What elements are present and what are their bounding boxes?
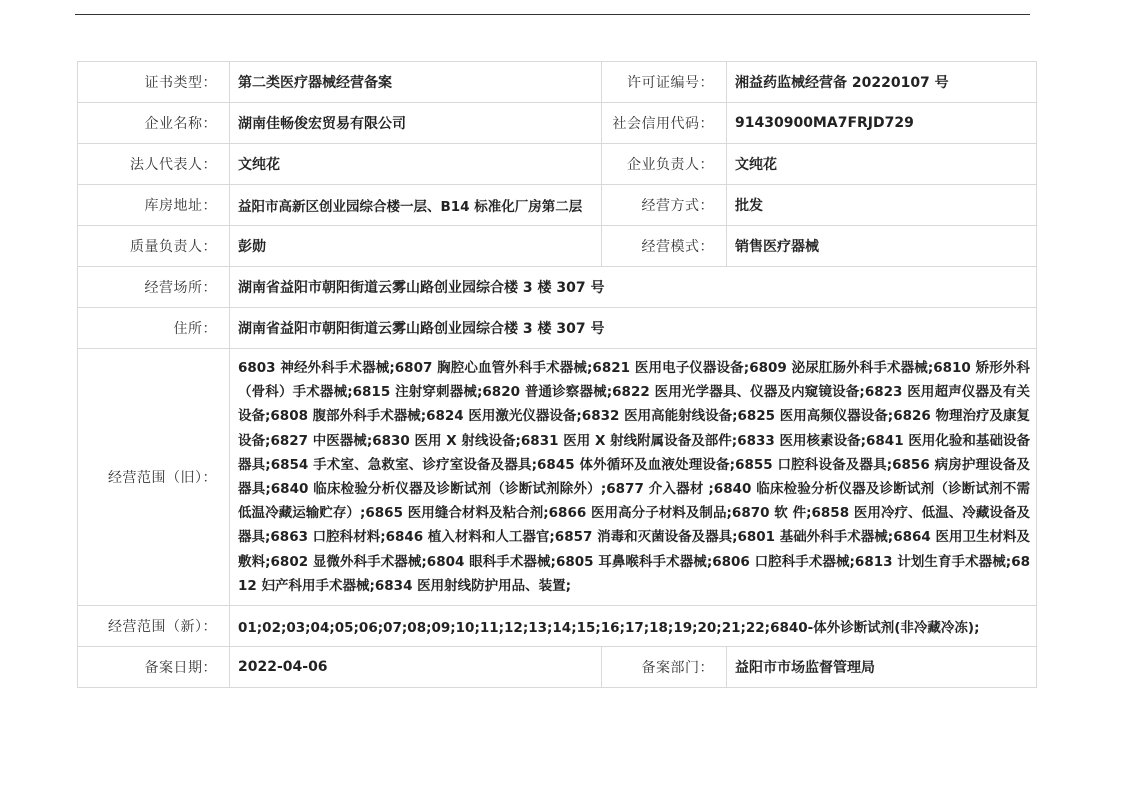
quality-head-value: 彭勋	[230, 226, 602, 267]
business-model-label: 经营模式：	[602, 226, 727, 267]
business-model-value: 销售医疗器械	[727, 226, 1037, 267]
record-dept-label: 备案部门：	[602, 647, 727, 688]
row-legal-rep	[78, 144, 1037, 185]
company-head-label: 企业负责人：	[602, 144, 727, 185]
legal-rep-value: 文纯花	[230, 144, 602, 185]
row-cert-type	[78, 62, 1037, 103]
company-name-value: 湖南佳畅俊宏贸易有限公司	[230, 103, 602, 144]
row-scope-old	[78, 349, 1037, 606]
row-scope-new	[78, 606, 1037, 647]
scope-old-value: 6803 神经外科手术器械;6807 胸腔心血管外科手术器械;6821 医用电子仪器设备;6809 泌尿肛肠外科手术器械;6810 矫形外科（骨科）手术器械;6815 注射穿刺器械;6820 普通诊察器械;6822 医用光学器具、仪器及内窥镜设备;6823 医用超声仪器及有关设备;6808 腹部外科手术器械;6824 医用激光仪器设备;6832 医用高能射线设备;6825 医用高频仪器设备;6826 物理治疗及康复设备;6827 中医器械;6830 医用 X 射线设备;6831 医用 X 射线附属设备及部件;6833 医用核素设备;6841 医用化验和基础设备器具;6854 手术室、急救室、诊疗室设备及器具;6845 体外循环及血液处理设备;6855 口腔科设备及器具;6856 病房护理设备及器具;6840 临床检验分析仪器及诊断试剂（诊断试剂除外）;6877 介入器材 ;6840 临床检验分析仪器及诊断试剂（诊断试剂不需低温冷藏运输贮存）;6865 医用缝合材料及粘合剂;6866 医用高分子材料及制品;6870 软 件;6858 医用冷疗、低温、冷藏设备及器具;6863 口腔科材料;6846 植入材料和人工器官;6857 消毒和灭菌设备及器具;6801 基础外科手术器械;6864 医用卫生材料及敷料;6802 显微外科手术器械;6804 眼科手术器械;6805 耳鼻喉科手术器械;6806 口腔科手术器械;6813 计划生育手术器械;6812 妇产科用手术器械;6834 医用射线防护用品、装置;	[230, 349, 1037, 606]
row-record-date	[78, 647, 1037, 688]
company-name-label: 企业名称：	[78, 103, 230, 144]
license-no-label: 许可证编号：	[602, 62, 727, 103]
credit-code-value: 91430900MA7FRJD729	[727, 103, 1037, 144]
quality-head-label: 质量负责人：	[78, 226, 230, 267]
row-residence	[78, 308, 1037, 349]
record-date-label: 备案日期：	[78, 647, 230, 688]
row-quality-head	[78, 226, 1037, 267]
cert-type-value: 第二类医疗器械经营备案	[230, 62, 602, 103]
record-date-value: 2022-04-06	[230, 647, 602, 688]
business-mode-value: 批发	[727, 185, 1037, 226]
warehouse-label: 库房地址：	[78, 185, 230, 226]
row-company-name	[78, 103, 1037, 144]
residence-label: 住所：	[78, 308, 230, 349]
record-dept-value: 益阳市市场监督管理局	[727, 647, 1037, 688]
scope-new-label: 经营范围（新）：	[78, 606, 230, 647]
cert-type-label: 证书类型：	[78, 62, 230, 103]
credit-code-label: 社会信用代码：	[602, 103, 727, 144]
row-premises	[78, 267, 1037, 308]
warehouse-value: 益阳市高新区创业园综合楼一层、B14 标准化厂房第二层	[230, 185, 602, 226]
license-no-value: 湘益药监械经营备 20220107 号	[727, 62, 1037, 103]
company-head-value: 文纯花	[727, 144, 1037, 185]
scope-old-label: 经营范围（旧）：	[78, 349, 230, 606]
business-mode-label: 经营方式：	[602, 185, 727, 226]
residence-value: 湖南省益阳市朝阳街道云雾山路创业园综合楼 3 楼 307 号	[230, 308, 1037, 349]
row-warehouse	[78, 185, 1037, 226]
top-divider	[75, 14, 1030, 15]
premises-value: 湖南省益阳市朝阳街道云雾山路创业园综合楼 3 楼 307 号	[230, 267, 1037, 308]
legal-rep-label: 法人代表人：	[78, 144, 230, 185]
premises-label: 经营场所：	[78, 267, 230, 308]
scope-new-value: 01;02;03;04;05;06;07;08;09;10;11;12;13;14;15;16;17;18;19;20;21;22;6840-体外诊断试剂(非冷藏冷冻);	[230, 606, 1037, 647]
record-table	[77, 61, 1037, 688]
